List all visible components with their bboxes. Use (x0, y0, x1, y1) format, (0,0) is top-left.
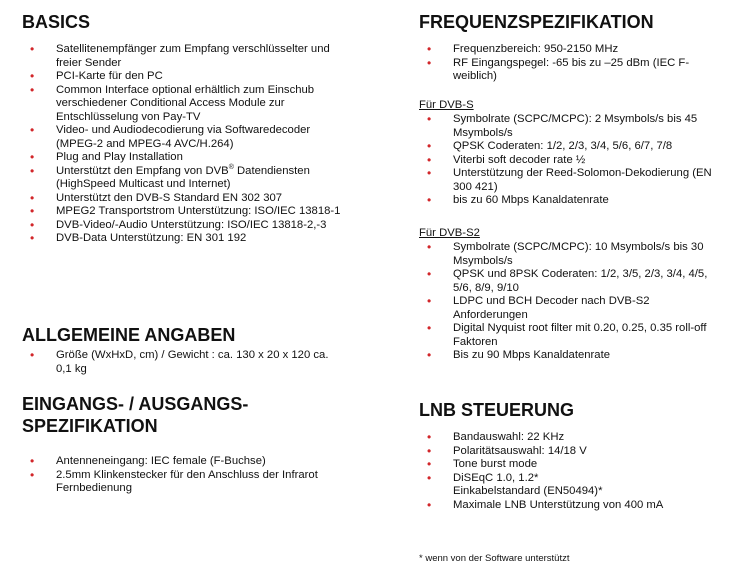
list-item: • Größe (WxHxD, cm) / Gewicht : ca. 130 x 20 x 120 ca. 0,1 kg (30, 348, 329, 375)
bullet-icon: • (427, 321, 432, 335)
freq-list (419, 43, 719, 84)
list-item: • Polaritätsauswahl: 14/18 V (427, 443, 587, 458)
bullet-icon: • (427, 497, 432, 512)
footnote: * wenn von der Software unterstützt (419, 553, 570, 564)
bullet-icon: • (30, 348, 35, 362)
list-item: • QPSK Coderaten: 1/2, 2/3, 3/4, 5/6, 6/7, 7/8 (427, 139, 673, 153)
list-item: • DVB-Data Unterstützung: EN 301 192 (30, 231, 247, 245)
list-item: • Satellitenempfänger zum Empfang verschlüsselter und freier Sender (30, 42, 330, 69)
lnb-list (419, 431, 719, 512)
allgemein-list (22, 349, 342, 376)
bullet-icon: • (427, 193, 432, 207)
dvbs-list (419, 113, 719, 208)
dvbs2-label: Für DVB-S2 (419, 227, 480, 239)
list-item: • Antenneneingang: IEC female (F-Buchse) (30, 454, 266, 468)
bullet-icon: • (427, 430, 432, 444)
bullet-icon: • (30, 231, 35, 245)
list-item: • Symbolrate (SCPC/MCPC): 2 Msymbols/s bis 45 Msymbols/s (427, 112, 698, 139)
io-heading-line1: EINGANGS- / AUSGANGS- (22, 394, 249, 414)
bullet-icon: • (427, 267, 432, 281)
list-item: • Video- und Audiodecodierung via Softwaredecoder (MPEG-2 and MPEG-4 AVC/H.264) (30, 123, 311, 150)
bullet-icon: • (427, 139, 432, 153)
freq-heading: FREQUENZSPEZIFIKATION (419, 12, 654, 32)
bullet-icon: • (427, 348, 432, 362)
io-heading (22, 393, 248, 437)
bullet-icon: • (427, 152, 432, 167)
bullet-icon: • (30, 467, 35, 482)
bullet-icon: • (427, 166, 432, 180)
list-item: • 2.5mm Klinkenstecker für den Anschluss der Infrarot Fernbedienung (30, 467, 318, 494)
bullet-icon: • (30, 190, 35, 205)
allgemein-heading: ALLGEMEINE ANGABEN (22, 325, 236, 345)
bullet-icon: • (30, 150, 35, 164)
bullet-icon: • (427, 55, 432, 70)
bullet-icon: • (30, 69, 35, 83)
list-item: • QPSK und 8PSK Coderaten: 1/2, 3/5, 2/3, 3/4, 4/5, 5/6, 8/9, 9/10 (427, 267, 708, 294)
list-item: • LDPC und BCH Decoder nach DVB-S2 Anforderungen (427, 294, 650, 321)
list-item: • Bandauswahl: 22 KHz (427, 430, 565, 444)
bullet-icon: • (30, 123, 35, 137)
list-item: • bis zu 60 Mbps Kanaldatenrate (427, 193, 609, 207)
list-item: • Unterstützt den DVB-S Standard EN 302 307 (30, 190, 283, 205)
bullet-icon: • (427, 294, 432, 308)
io-list (22, 455, 322, 496)
list-item: • Plug and Play Installation (30, 150, 183, 164)
bullet-icon: • (427, 240, 432, 254)
bullet-icon: • (30, 217, 35, 232)
bullet-icon: • (30, 204, 35, 218)
list-item: • Unterstützung der Reed-Solomon-Dekodierung (EN 300 421) (427, 166, 712, 193)
bullet-icon: • (427, 457, 432, 471)
bullet-icon: • (427, 470, 432, 485)
list-item: • MPEG2 Transportstrom Unterstützung: ISO/IEC 13818-1 (30, 204, 341, 218)
list-item: • Symbolrate (SCPC/MCPC): 10 Msymbols/s bis 30 Msymbols/s (427, 240, 704, 267)
list-item: • Digital Nyquist root filter mit 0.20, 0.25, 0.35 roll-off Faktoren (427, 321, 707, 348)
list-item: • Bis zu 90 Mbps Kanaldatenrate (427, 348, 610, 362)
bullet-icon: • (427, 443, 432, 458)
bullet-icon: • (30, 163, 35, 178)
list-item: • Tone burst mode (427, 457, 538, 471)
bullet-icon: • (30, 82, 35, 97)
list-item: • DVB-Video/-Audio Unterstützung: ISO/IEC 13818-2,-3 (30, 217, 327, 232)
io-heading-line2: SPEZIFIKATION (22, 416, 158, 436)
list-item: • DiSEqC 1.0, 1.2* Einkabelstandard (EN50494)* (427, 470, 603, 497)
basics-list (22, 43, 342, 246)
list-item: • Unterstützt den Empfang von DVB® Datendiensten (HighSpeed Multicast und Internet) (30, 163, 310, 190)
list-item: • Frequenzbereich: 950-2150 MHz (427, 42, 619, 56)
lnb-heading: LNB STEUERUNG (419, 400, 575, 420)
basics-heading: BASICS (22, 12, 91, 32)
bullet-icon: • (427, 112, 432, 126)
bullet-icon: • (30, 42, 35, 56)
bullet-icon: • (30, 454, 35, 468)
list-item: • Viterbi soft decoder rate ½ (427, 152, 586, 167)
list-item: • RF Eingangspegel: -65 bis zu –25 dBm (IEC F-weiblich) (427, 55, 690, 82)
bullet-icon: • (427, 42, 432, 56)
dvbs2-list (419, 241, 719, 363)
list-item: • Common Interface optional erhältlich zum Einschub verschiedener Conditional Access Module zur Entschlüsselung von Pay-TV (30, 82, 315, 123)
dvbs-label: Für DVB-S (419, 99, 474, 111)
list-item: • Maximale LNB Unterstützung von 400 mA (427, 497, 664, 512)
list-item: • PCI-Karte für den PC (30, 69, 163, 83)
